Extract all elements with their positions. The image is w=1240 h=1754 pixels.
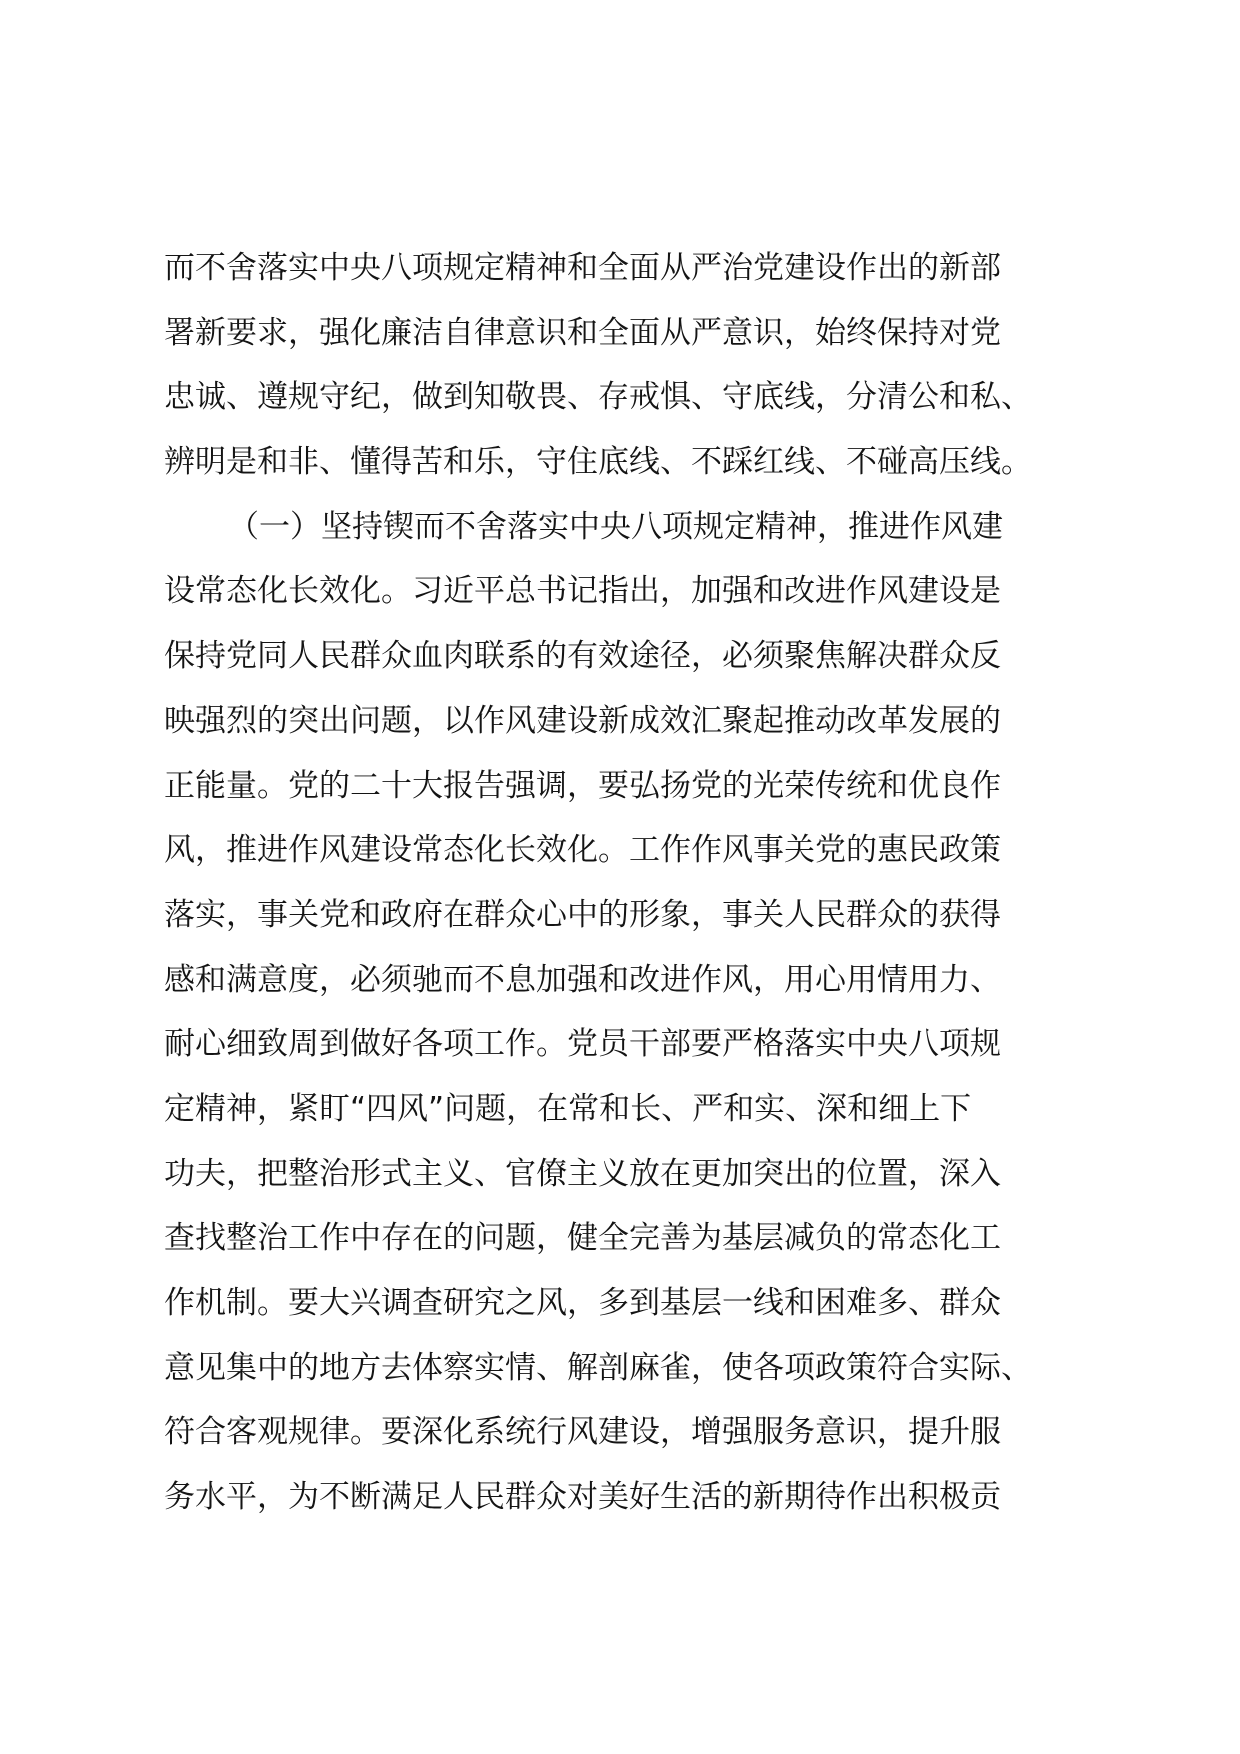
text-line: 定精神，紧盯“四风”问题，在常和长、严和实、深和细上下 — [164, 1090, 972, 1127]
text-line: 映强烈的突出问题，以作风建设新成效汇聚起推动改革发展的 — [164, 702, 1001, 739]
text-line: 正能量。党的二十大报告强调，要弘扬党的光荣传统和优良作 — [164, 767, 1001, 804]
body-text — [164, 236, 1124, 1530]
text-line: 而不舍落实中央八项规定精神和全面从严治党建设作出的新部 — [164, 250, 1001, 286]
text-line: 设常态化长效化。习近平总书记指出，加强和改进作风建设是 — [164, 573, 1001, 610]
text-line: 忠诚、遵规守纪，做到知敬畏、存戒惧、守底线，分清公和私、 — [164, 379, 1032, 416]
text-line: 作机制。要大兴调查研究之风，多到基层一线和困难多、群众 — [164, 1285, 1001, 1321]
text-line: 查找整治工作中存在的问题，健全完善为基层减负的常态化工 — [164, 1220, 1001, 1257]
text-line: 落实，事关党和政府在群众心中的形象，事关人民群众的获得 — [164, 896, 1001, 933]
section-heading-line: （一）坚持锲而不舍落实中央八项规定精神，推进作风建 — [228, 508, 1003, 545]
text-line: 风，推进作风建设常态化长效化。工作作风事关党的惠民政策 — [164, 832, 1001, 869]
text-line: 意见集中的地方去体察实情、解剖麻雀，使各项政策符合实际、 — [164, 1349, 1032, 1386]
text-line: 务水平，为不断满足人民群众对美好生活的新期待作出积极贡 — [164, 1479, 1001, 1516]
text-line: 辨明是和非、懂得苦和乐，守住底线、不踩红线、不碰高压线。 — [164, 444, 1032, 481]
text-line: 署新要求，强化廉洁自律意识和全面从严意识，始终保持对党 — [164, 314, 1001, 351]
text-line: 感和满意度，必须驰而不息加强和改进作风，用心用情用力、 — [164, 961, 1001, 998]
text-line: 耐心细致周到做好各项工作。党员干部要严格落实中央八项规 — [164, 1026, 1001, 1063]
text-line: 功夫，把整治形式主义、官僚主义放在更加突出的位置，深入 — [164, 1155, 1001, 1192]
text-line: 保持党同人民群众血肉联系的有效途径，必须聚焦解决群众反 — [164, 638, 1001, 675]
text-line: 符合客观规律。要深化系统行风建设，增强服务意识，提升服 — [164, 1414, 1001, 1451]
